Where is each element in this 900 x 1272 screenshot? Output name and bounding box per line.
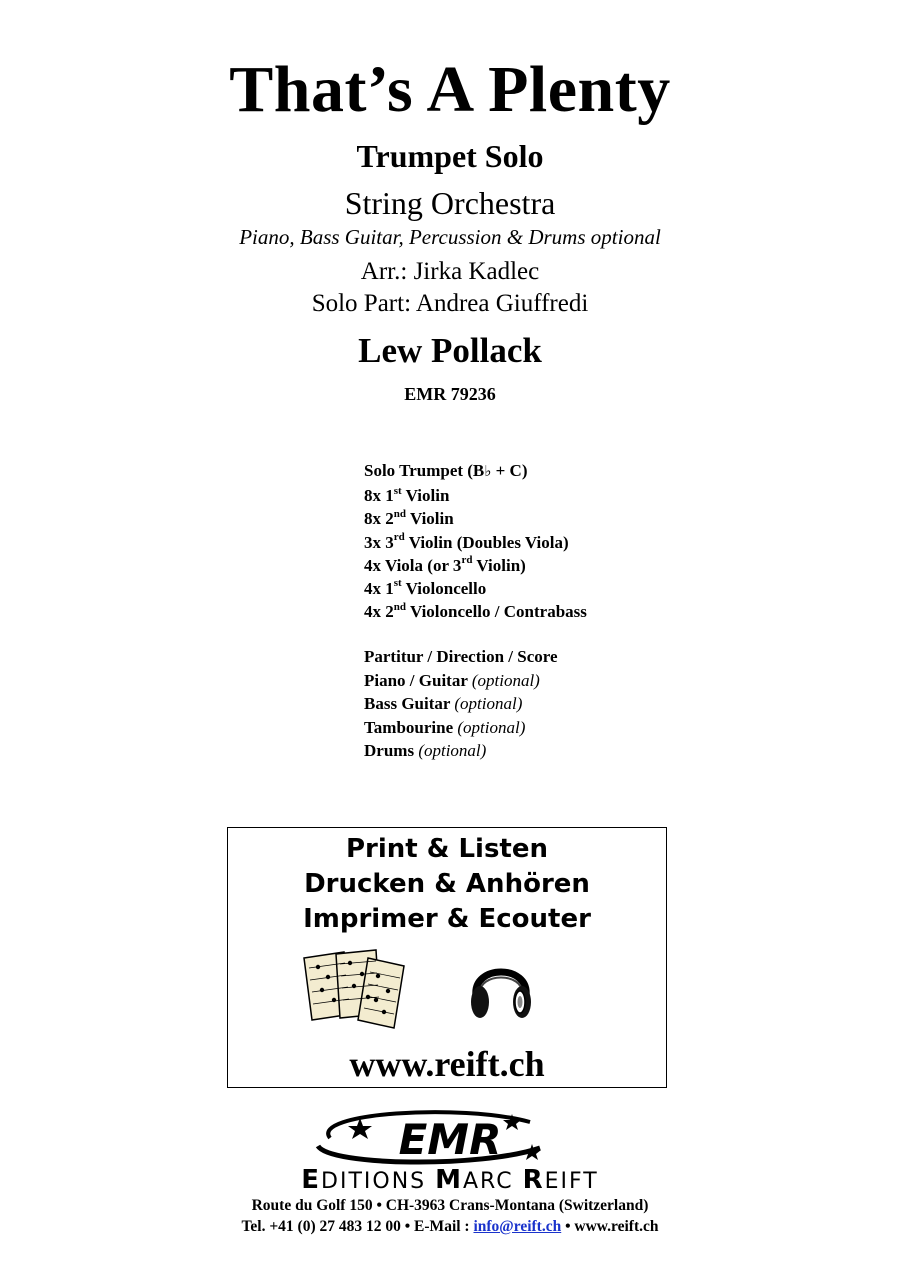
sheet-music-icon — [300, 948, 412, 1030]
extra-bass: Bass Guitar (optional) — [364, 694, 523, 714]
svg-text:EMR: EMR — [398, 1115, 502, 1164]
emr-logo — [300, 1108, 600, 1168]
extra-piano: Piano / Guitar (optional) — [364, 670, 540, 690]
extra-score: Partitur / Direction / Score — [364, 647, 558, 666]
page-title: That’s A Plenty — [229, 53, 671, 126]
publisher-name: EDITIONS MARC REIFT — [301, 1165, 599, 1195]
flat-symbol: ♭ — [484, 464, 492, 480]
solo-part: Solo Part: Andrea Giuffredi — [311, 290, 589, 317]
publisher-address: Route du Golf 150 • CH-3963 Crans-Montana (Switzerland) — [251, 1197, 649, 1214]
part-cello-2: 4x 2nd Violoncello / Contrabass — [364, 600, 587, 622]
extra-tambourine: Tambourine (optional) — [364, 717, 526, 737]
extra-drums: Drums (optional) — [364, 741, 487, 761]
promo-line-de: Drucken & Anhören — [304, 869, 590, 899]
part-solo-trumpet: Solo Trumpet (B♭ + C) — [364, 461, 528, 480]
headphones-icon — [466, 946, 536, 1026]
email-link[interactable]: info@reift.ch — [473, 1218, 562, 1235]
part-cello-1: 4x 1st Violoncello — [364, 577, 487, 599]
composer: Lew Pollack — [358, 331, 542, 370]
promo-url[interactable]: www.reift.ch — [349, 1044, 545, 1084]
optional-instruments: Piano, Bass Guitar, Percussion & Drums optional — [239, 225, 661, 249]
promo-line-en: Print & Listen — [345, 834, 549, 864]
part-violin-1: 8x 1st Violin — [364, 484, 450, 506]
catalog-number: EMR 79236 — [404, 384, 496, 404]
part-viola: 4x Viola (or 3rd Violin) — [364, 554, 526, 575]
publisher-contact: Tel. +41 (0) 27 483 12 00 • E-Mail : info@reift.ch • www.reift.ch — [241, 1218, 659, 1235]
promo-line-fr: Imprimer & Ecouter — [303, 904, 591, 934]
arranger: Arr.: Jirka Kadlec — [360, 258, 540, 285]
print-listen-box — [227, 827, 667, 1088]
subtitle: Trumpet Solo — [356, 138, 544, 174]
parts-list — [364, 459, 587, 623]
part-violin-2: 8x 2nd Violin — [364, 507, 454, 529]
ensemble: String Orchestra — [344, 185, 556, 221]
part-violin-3: 3x 3rd Violin (Doubles Viola) — [364, 530, 569, 552]
extras-list — [364, 645, 558, 763]
